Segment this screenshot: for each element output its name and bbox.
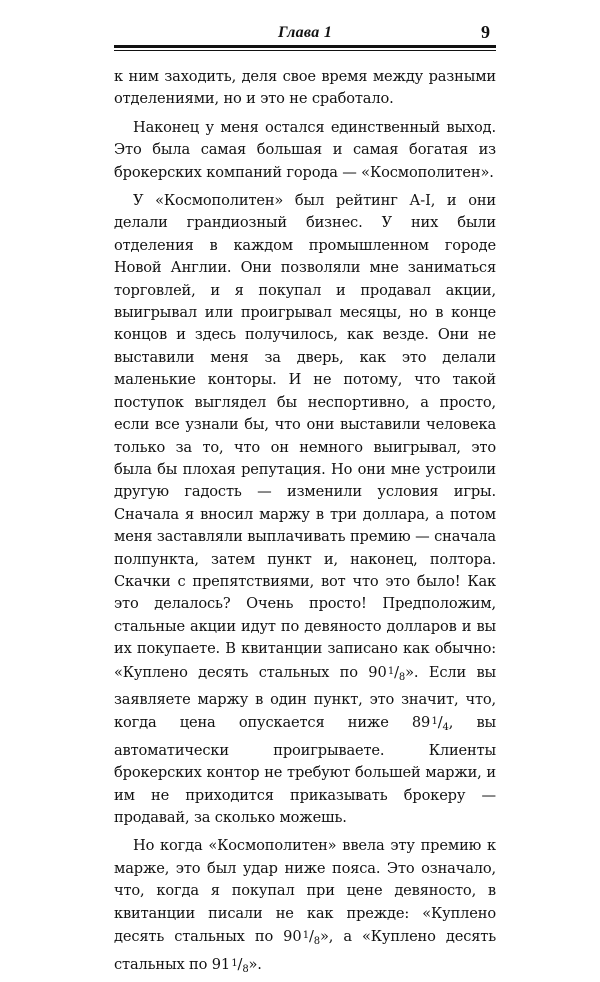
paragraph-2: Наконец у меня остался единственный выход. Это была самая большая и самая богатая из брокерских компаний города — «Космополитен».: [114, 118, 496, 181]
paragraph-4-part-b: », а «Куплено десять стальных по 91: [114, 928, 496, 974]
paragraph-4-part-a: Но когда «Космополитен» ввела эту премию к марже, это был удар ниже пояса. Это означало, что, когда я покупал при цене девяносто, в квитанции писали не как прежде: «Куплено десять стальных по 90: [114, 837, 496, 946]
fraction-numerator: 1: [302, 930, 309, 942]
chapter-title: Глава 1: [278, 24, 333, 41]
running-header: [114, 22, 496, 46]
fraction-denominator: 8: [398, 671, 406, 683]
fraction-numerator: 1: [387, 665, 395, 677]
fraction-numerator: 1: [231, 958, 238, 970]
paragraph-3-part-a: У «Космополитен» был рейтинг А-I, и они делали грандиозный бизнес. У них были отделения в каждом промышленном городе Новой Англии. Они позволяли мне заниматься торговлей, и я покупал и продавал акции, выигрывал или проигрывал месяцы, но в конце концов и здесь получилось, как везде. Они не выставили меня за дверь, как это делали маленькие конторы. И не потому, что такой поступок выглядел бы неспортивно, а просто, если все узнали бы, что они выставили человека только за то, что он немного выигрывал, это была бы плохая репутация. Но они мне устроили другую гадость — изменили условия игры. Сначала я вносил маржу в три доллара, а потом меня заставляли выплачивать премию — сначала полпункта, затем пункт и, наконец, полтора. Скачки с препятствиями, вот что это было! Как это делалось? Очень просто! Предположим, стальные акции идут по девяносто долларов и вы их покупаете. В квитанции записано как обычно: «Куплено десять стальных по 90: [114, 192, 496, 681]
paragraph-3: У «Космополитен» был рейтинг А-I, и они делали грандиозный бизнес. У них были отделения в каждом промышленном городе Новой Англии. Они позволяли мне заниматься торговлей, и я покупал и продавал акции, выигрывал или проигрывал месяцы, но в конце концов и здесь получилось, как везде. Они не выставили меня за дверь, как это делали маленькие конторы. И не потому, что такой поступок выглядел бы неспортивно, а просто, если все узнали бы, что они выставили человека только за то, что он немного выигрывал, это была бы плохая репутация. Но они мне устроили другую гадость — изменили условия игры. Сначала я вносил маржу в три доллара, а потом меня заставляли выплачивать премию — сначала полпункта, затем пункт и, наконец, полтора. Скачки с препятствиями, вот что это было! Как это делалось? Очень просто! Предположим, стальные акции идут по девяносто долларов и вы их покупаете. В квитанции записано как обычно: «Куплено десять стальных по 90 $^1/_8$». Если вы заявляете маржу в один пункт, это значит, что, когда цена опускается ниже 89 $^1/_4$, вы автоматически проигрываете. Клиенты брокерских контор не требуют большей маржи, и им не приходится приказывать брокеру — продавай, за сколько можешь.: [114, 192, 496, 826]
header-rule-thick: [114, 45, 496, 48]
paragraph-3-part-c: , вы автоматически проигрываете. Клиенты брокерских контор не требуют большей маржи, и им не приходится приказывать брокеру — продавай, за сколько можешь.: [114, 714, 496, 826]
paragraph-1: к ним заходить, деля свое время между разными отделениями, но и это не сработало.: [114, 68, 496, 108]
fraction-numerator: 1: [431, 716, 438, 728]
paragraph-4: Но когда «Космополитен» ввела эту премию к марже, это был удар ниже пояса. Это означало, что, когда я покупал при цене девяносто, в квитанции писали не как прежде: «Куплено десять стальных по 90 $^1/_8$», а «Куплено десять стальных по 91 $^1/_8$».: [114, 837, 496, 976]
paragraph-3-part-b: ». Если вы заявляете маржу в один пункт, это значит, что, когда цена опускается ниже 89: [114, 663, 496, 732]
body-text: [114, 66, 496, 982]
paragraph-4-part-c: ».: [248, 956, 262, 974]
page-number: 9: [481, 22, 490, 42]
fraction-denominator: 8: [242, 964, 249, 976]
fraction-denominator: 4: [442, 722, 449, 734]
fraction-denominator: 8: [313, 936, 320, 948]
header-rule-thin: [114, 50, 496, 51]
